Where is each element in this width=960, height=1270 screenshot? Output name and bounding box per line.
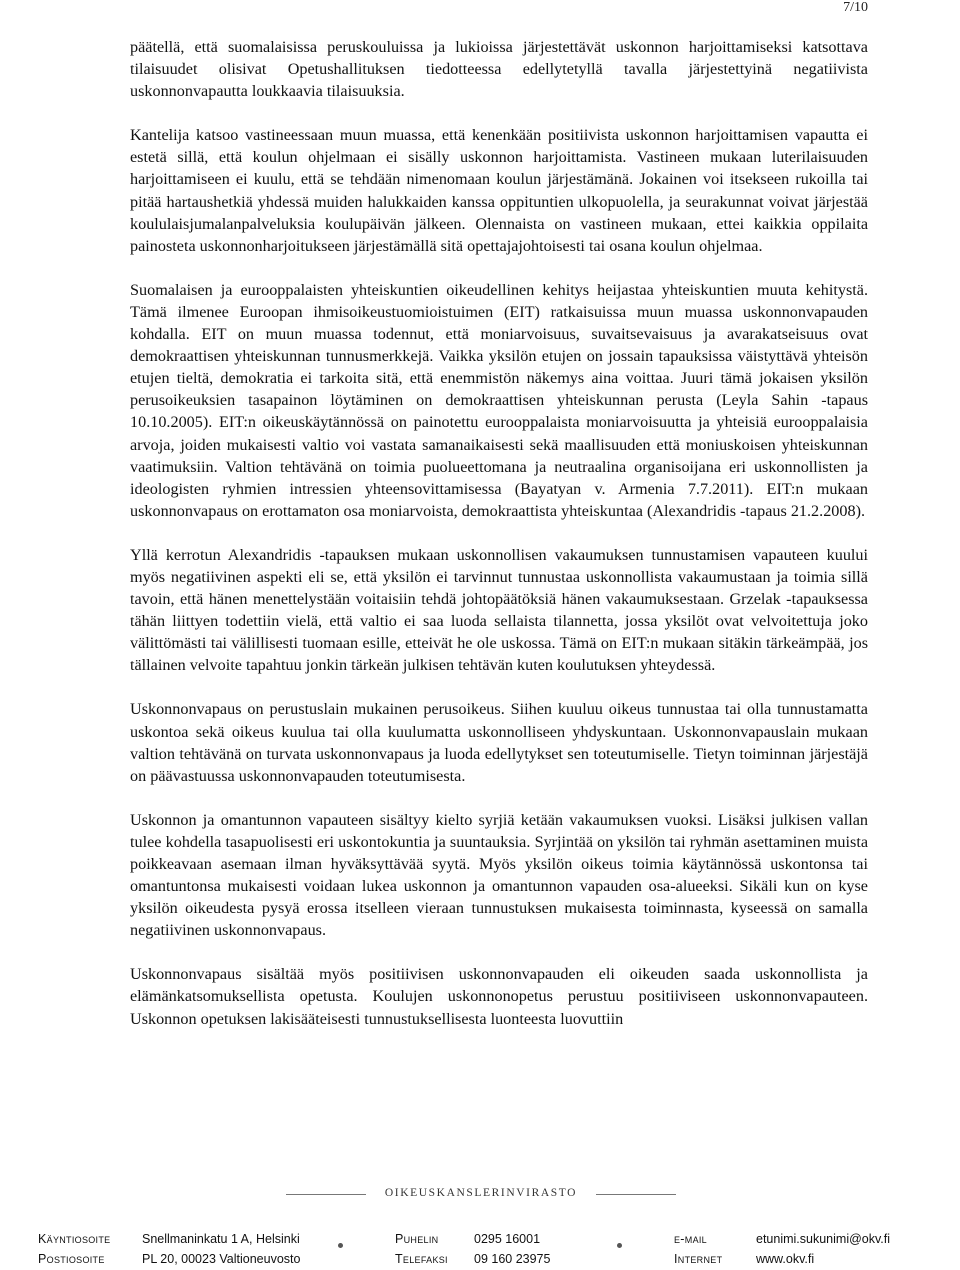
footer-row-1 <box>38 1232 918 1250</box>
footer-brand <box>0 1184 960 1206</box>
email-value[interactable]: etunimi.sukunimi@okv.fi <box>756 1232 891 1246</box>
paragraph-7: Uskonnonvapaus sisältää myös positiivisen uskonnonvapauden eli oikeuden saada uskonnollista ja elämänkatsomuksellista opetusta. Koulujen uskonnonopetus perustuu positiiviseen uskonnonvapauteen. Uskonnon opetuksen lakisääteisesti tunnustuksellisesta luonteesta luovuttiin <box>130 965 868 1028</box>
visiting-address-label: Käyntiosoite <box>38 1232 111 1246</box>
paragraph-3: Suomalaisen ja eurooppalaisten yhteiskuntien oikeudellinen kehitys heijastaa yhteiskuntien muuta kehitystä. Tämä ilmenee Euroopan ihmisoikeustuomioistuimen (EIT) ratkaisuissa muun muassa uskonnonvapauden kohdalla. EIT on muun muassa todennut, että moniarvoisuus, suvaitsevaisuus ja avarakatseisuus ovat demokraattisen yhteiskunnan tunnusmerkkejä. Vaikka yksilön etujen on jossain tapauksissa väistyttävä yhteisön etujen tieltä, demokratia ei tarkoita sitä, että enemmistön näkemys aina voittaa. Juuri tämä jokaisen yksilön perusoikeuksien tasapainon löytäminen on demokraattisen yhteiskunnan perusta (Leyla Sahin -tapaus 10.10.2005). EIT:n oikeuskäytännössä on painotettu eurooppalaista moniarvoisuutta ja yhteisiä eurooppalaisia arvoja, joiden mukaisesti valtio voi vastata samanaikaisesti sekä maallisuuden että moniuskoisen yhteiskunnan vaatimuksiin. Valtion tehtävänä on toimia puolueettomana ja neutraalina organisoijana eri uskonnollisten ja ideologisten ryhmien intressien yhteensovittamisessa (Bayatyan v. Armenia 7.7.2011). EIT:n mukaan uskonnonvapaus on erottamaton osa moniarvoista, demokraattista yhteiskuntaa (Alexandridis -tapaus 21.2.2008). <box>130 280 868 520</box>
internet-value[interactable]: www.okv.fi <box>756 1252 815 1266</box>
paragraph-5: Uskonnonvapaus on perustuslain mukainen perusoikeus. Siihen kuuluu oikeus tunnustaa tai olla tunnustamatta uskontoa sekä oikeus kuulua tai olla kuulumatta uskonnolliseen yhdyskuntaan. Uskonnonvapauslain mukaan valtion tehtävänä on turvata uskonnonvapaus ja luoda edellytykset sen toteutumiselle. Tietyn toiminnan järjestäjä on päävastuussa uskonnonvapauden toteutumisesta. <box>130 700 868 785</box>
fax-value: 09 160 23975 <box>474 1252 551 1266</box>
document-body <box>130 36 868 1052</box>
visiting-address-value: Snellmaninkatu 1 A, Helsinki <box>142 1232 300 1246</box>
postal-address-value: PL 20, 00023 Valtioneuvosto <box>142 1252 301 1266</box>
footer-separator-dot-icon <box>338 1243 343 1248</box>
footer-row-2 <box>38 1252 918 1270</box>
paragraph-2: Kantelija katsoo vastineessaan muun muassa, että kenenkään positiivista uskonnon harjoittamisen vapautta ei estetä sillä, että koulun ohjelmaan ei sisälly uskonnon harjoittamista. Vastineen mukaan luterilaisuuden harjoittamiseen ei kuulu, että se tehdään nimenomaan koulun järjestämänä. Jokainen voi itsekseen rukoilla tai pitää hartaushetkiä yhdessä muiden halukkaiden kanssa oppituntien ulkopuolella, ja seurakunnat voivat järjestää koululaisjumalanpalveluksia koulupäivän jälkeen. Olennaista on vastineen mukaan, ettei kaikkia oppilaita painosteta uskonnonharjoitukseen järjestämällä sitä opettajajohtoisesti tai osana koulun ohjelmaa. <box>130 126 868 255</box>
phone-value: 0295 16001 <box>474 1232 541 1246</box>
email-label: e-mail <box>674 1232 707 1246</box>
postal-address-label: Postiosoite <box>38 1252 105 1266</box>
paragraph-4: Yllä kerrotun Alexandridis -tapauksen mukaan uskonnollisen vakaumuksen tunnustamisen vapauteen kuului myös negatiivinen aspekti eli se, että yksilön ei tarvinnut tunnustaa uskonnollista vakaumustaan ja toimia sillä tavoin, että hänen menettelystään voitaisiin tehdä johtopäätöksiä hänen vakaumuksestaan. Grzelak -tapauksessa tähän liittyen todettiin vielä, että valtio ei saa luoda sellaista tilannetta, jossa yksilöt ovat velvoitettuja joko välittömästi tai välillisesti tuomaan esille, etteivät he ole uskossa. Tämä on EIT:n mukaan sitäkin tärkeämpää, jos tällainen velvoite tapahtuu jonkin tärkeän julkisen tehtävän kuten koulutuksen yhteydessä. <box>130 545 868 675</box>
footer <box>0 1182 960 1267</box>
paragraph-6: Uskonnon ja omantunnon vapauteen sisältyy kielto syrjiä ketään vakaumuksen vuoksi. Lisäksi julkisen vallan tulee kohdella tasapuolisesti eri uskontokuntia ja suuntauksia. Syrjintää on yksilön tai ryhmän asettaminen muista poikkeavaan asemaan ilman hyväksyttävää syytä. Myös yksilön oikeus toimia käytännössä uskontonsa tai omantuntonsa mukaisesti voidaan lukea uskonnon ja omantunnon vapauden osa-alueeksi. Sikäli kun on kyse yksilön oikeudesta pysyä erossa itselleen vieraan tunnustuksen mukaisesta toiminnasta, kyseessä on samalla negatiivinen uskonnonvapaus. <box>130 810 868 940</box>
fax-label: Telefaksi <box>395 1252 448 1266</box>
brand-rule-left <box>286 1194 366 1195</box>
brand-rule-right <box>596 1194 676 1195</box>
phone-label: Puhelin <box>395 1232 439 1246</box>
page-number: 7/10 <box>843 0 868 15</box>
internet-label: Internet <box>674 1252 723 1266</box>
footer-separator-dot-icon <box>617 1243 622 1248</box>
paragraph-1: päätellä, että suomalaisissa peruskouluissa ja lukioissa järjestettävät uskonnon harjoittamiseksi katsottava tilaisuudet olisivat Opetushallituksen tiedotteessa edellytetyllä tavalla järjestettyinä negatiivista uskonnonvapautta loukkaavia tilaisuuksia. <box>130 38 868 101</box>
brand-name: OIKEUSKANSLERINVIRASTO <box>384 1187 578 1199</box>
